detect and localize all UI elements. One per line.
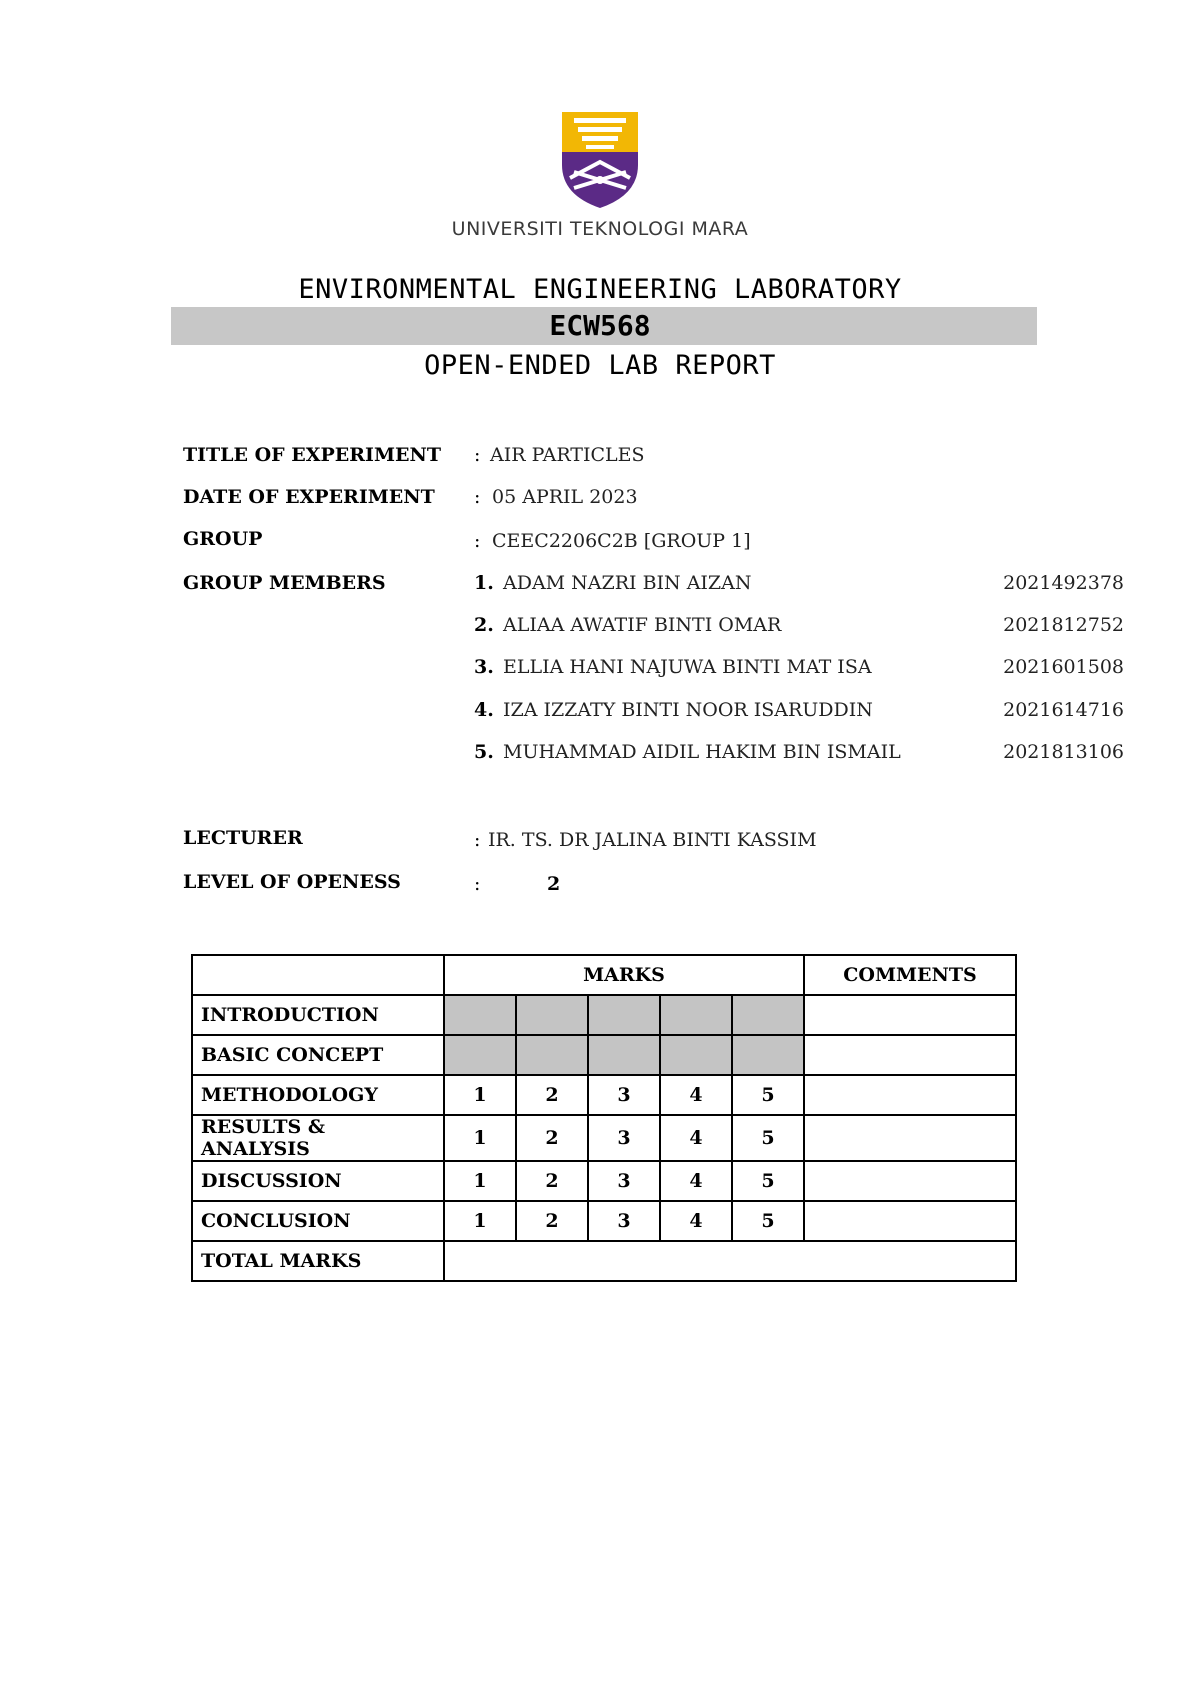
lecturer-label: LECTURER bbox=[183, 827, 303, 849]
university-logo bbox=[0, 110, 1200, 210]
mark-cell-shaded bbox=[516, 1035, 588, 1075]
criterion-label: INTRODUCTION bbox=[192, 995, 444, 1035]
lecturer-value: IR. TS. DR JALINA BINTI KASSIM bbox=[488, 829, 817, 851]
mark-cell-shaded bbox=[516, 995, 588, 1035]
mark-cell: 2 bbox=[516, 1075, 588, 1115]
colon: : bbox=[474, 530, 481, 552]
mark-cell: 4 bbox=[660, 1115, 732, 1161]
member-name: IZA IZZATY BINTI NOOR ISARUDDIN bbox=[503, 699, 873, 721]
mark-cell-shaded bbox=[732, 1035, 804, 1075]
course-code: ECW568 bbox=[549, 309, 651, 342]
level-of-openess-value: 2 bbox=[547, 873, 561, 895]
mark-cell-shaded bbox=[444, 995, 516, 1035]
table-row bbox=[192, 1201, 1016, 1241]
criterion-label: RESULTS & ANALYSIS bbox=[192, 1115, 444, 1161]
table-corner-cell bbox=[192, 955, 444, 995]
mark-cell-shaded bbox=[588, 1035, 660, 1075]
criterion-label: CONCLUSION bbox=[192, 1201, 444, 1241]
mark-cell: 2 bbox=[516, 1201, 588, 1241]
group-label: GROUP bbox=[183, 528, 263, 550]
mark-cell: 3 bbox=[588, 1161, 660, 1201]
comment-cell bbox=[804, 1161, 1016, 1201]
mark-cell: 4 bbox=[660, 1161, 732, 1201]
member-name: MUHAMMAD AIDIL HAKIM BIN ISMAIL bbox=[503, 741, 901, 763]
table-row bbox=[192, 995, 1016, 1035]
member-name: ADAM NAZRI BIN AIZAN bbox=[503, 572, 752, 594]
total-row bbox=[192, 1241, 1016, 1281]
comment-cell bbox=[804, 1201, 1016, 1241]
colon: : bbox=[474, 444, 481, 466]
mark-cell: 2 bbox=[516, 1161, 588, 1201]
mark-cell-shaded bbox=[732, 995, 804, 1035]
table-row bbox=[192, 1161, 1016, 1201]
criterion-label: DISCUSSION bbox=[192, 1161, 444, 1201]
date-of-experiment-value: 05 APRIL 2023 bbox=[492, 486, 638, 508]
mark-cell: 5 bbox=[732, 1201, 804, 1241]
member-id: 2021614716 bbox=[1003, 699, 1124, 721]
comment-cell bbox=[804, 995, 1016, 1035]
mark-cell: 1 bbox=[444, 1161, 516, 1201]
mark-cell: 1 bbox=[444, 1075, 516, 1115]
member-id: 2021601508 bbox=[1003, 656, 1124, 678]
total-marks-label: TOTAL MARKS bbox=[192, 1241, 444, 1281]
member-id: 2021812752 bbox=[1003, 614, 1124, 636]
mark-cell: 1 bbox=[444, 1201, 516, 1241]
member-number: 4. bbox=[474, 699, 494, 721]
member-name: ELLIA HANI NAJUWA BINTI MAT ISA bbox=[503, 656, 872, 678]
table-row bbox=[192, 1035, 1016, 1075]
marks-table bbox=[191, 954, 1017, 1282]
member-number: 2. bbox=[474, 614, 494, 636]
comment-cell bbox=[804, 1115, 1016, 1161]
date-of-experiment-label: DATE OF EXPERIMENT bbox=[183, 486, 435, 508]
mark-cell: 5 bbox=[732, 1161, 804, 1201]
table-row bbox=[192, 1115, 1016, 1161]
lab-title: ENVIRONMENTAL ENGINEERING LABORATORY bbox=[298, 274, 902, 305]
mark-cell: 3 bbox=[588, 1201, 660, 1241]
mark-cell: 1 bbox=[444, 1115, 516, 1161]
university-name: UNIVERSITI TEKNOLOGI MARA bbox=[451, 218, 749, 240]
mark-cell-shaded bbox=[660, 995, 732, 1035]
mark-cell-shaded bbox=[444, 1035, 516, 1075]
member-number: 1. bbox=[474, 572, 494, 594]
group-value: CEEC2206C2B [GROUP 1] bbox=[492, 530, 751, 552]
mark-cell: 5 bbox=[732, 1115, 804, 1161]
member-name: ALIAA AWATIF BINTI OMAR bbox=[503, 614, 782, 636]
member-number: 5. bbox=[474, 741, 494, 763]
member-id: 2021492378 bbox=[1003, 572, 1124, 594]
table-header-row bbox=[192, 955, 1016, 995]
member-id: 2021813106 bbox=[1003, 741, 1124, 763]
level-of-openess-label: LEVEL OF OPENESS bbox=[183, 871, 401, 893]
title-of-experiment-value: AIR PARTICLES bbox=[490, 444, 645, 466]
comments-header: COMMENTS bbox=[804, 955, 1016, 995]
mark-cell: 2 bbox=[516, 1115, 588, 1161]
total-marks-cell bbox=[444, 1241, 1016, 1281]
mark-cell: 3 bbox=[588, 1075, 660, 1115]
marks-header: MARKS bbox=[444, 955, 804, 995]
member-number: 3. bbox=[474, 656, 494, 678]
group-members-label: GROUP MEMBERS bbox=[183, 572, 386, 594]
title-of-experiment-label: TITLE OF EXPERIMENT bbox=[183, 444, 441, 466]
mark-cell: 3 bbox=[588, 1115, 660, 1161]
colon: : bbox=[474, 829, 481, 851]
colon: : bbox=[474, 873, 481, 895]
criterion-label: BASIC CONCEPT bbox=[192, 1035, 444, 1075]
mark-cell: 4 bbox=[660, 1075, 732, 1115]
uitm-crest-icon bbox=[560, 110, 640, 210]
report-type: OPEN-ENDED LAB REPORT bbox=[424, 350, 776, 381]
table-row bbox=[192, 1075, 1016, 1115]
colon: : bbox=[474, 486, 481, 508]
criterion-label: METHODOLOGY bbox=[192, 1075, 444, 1115]
comment-cell bbox=[804, 1035, 1016, 1075]
mark-cell-shaded bbox=[588, 995, 660, 1035]
mark-cell: 5 bbox=[732, 1075, 804, 1115]
mark-cell-shaded bbox=[660, 1035, 732, 1075]
comment-cell bbox=[804, 1075, 1016, 1115]
mark-cell: 4 bbox=[660, 1201, 732, 1241]
